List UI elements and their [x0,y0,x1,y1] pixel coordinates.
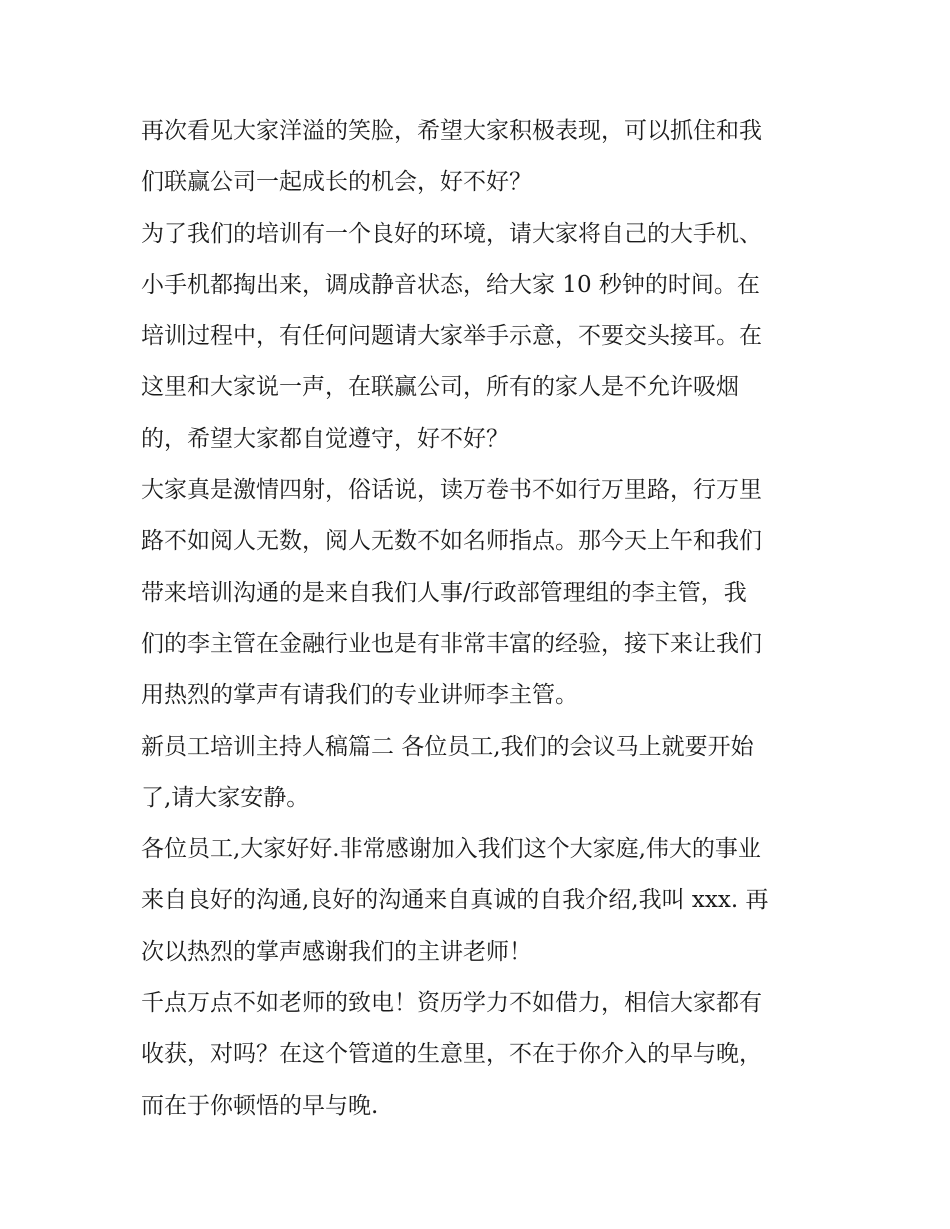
document-body [141,106,821,1132]
text-line: 们的李主管在金融行业也是有非常丰富的经验，接下来让我们 [141,630,762,657]
text-line: 为了我们的培训有一个良好的环境，请大家将自己的大手机、 [141,220,762,247]
text-line: 路不如阅人无数，阅人无数不如名师指点。那今天上午和我们 [141,528,762,555]
text-line: 了,请大家安静。 [141,784,310,811]
text-line: 培训过程中，有任何问题请大家举手示意，不要交头接耳。在 [141,323,762,350]
text-line: 收获，对吗？在这个管道的生意里，不在于你介入的早与晚， [141,1041,762,1068]
text-line: 这里和大家说一声，在联赢公司，所有的家人是不允许吸烟 [141,374,739,401]
text-line: 带来培训沟通的是来自我们人事/行政部管理组的李主管，我 [141,579,747,606]
text-line: 新员工培训主持人稿篇二 各位员工,我们的会议马上就要开始 [141,733,754,760]
text-line: 用热烈的掌声有请我们的专业讲师李主管。 [141,682,578,709]
text-line: 大家真是激情四射，俗话说，读万卷书不如行万里路，行万里 [141,477,762,504]
text-line: 们联赢公司一起成长的机会，好不好？ [141,169,532,196]
text-line: 次以热烈的掌声感谢我们的主讲老师！ [141,938,532,965]
text-line: 再次看见大家洋溢的笑脸，希望大家积极表现，可以抓住和我 [141,118,762,144]
text-line: 千点万点不如老师的致电！资历学力不如借力，相信大家都有 [141,990,762,1017]
text-line: 而在于你顿悟的早与晚. [141,1092,379,1119]
text-line: 来自良好的沟通,良好的沟通来自真诚的自我介绍,我叫 xxx. 再 [141,887,769,914]
text-line: 的，希望大家都自觉遵守，好不好？ [141,425,509,452]
text-line: 小手机都掏出来，调成静音状态，给大家 10 秒钟的时间。在 [141,271,760,298]
text-line: 各位员工,大家好好.非常感谢加入我们这个大家庭,伟大的事业 [141,836,761,863]
